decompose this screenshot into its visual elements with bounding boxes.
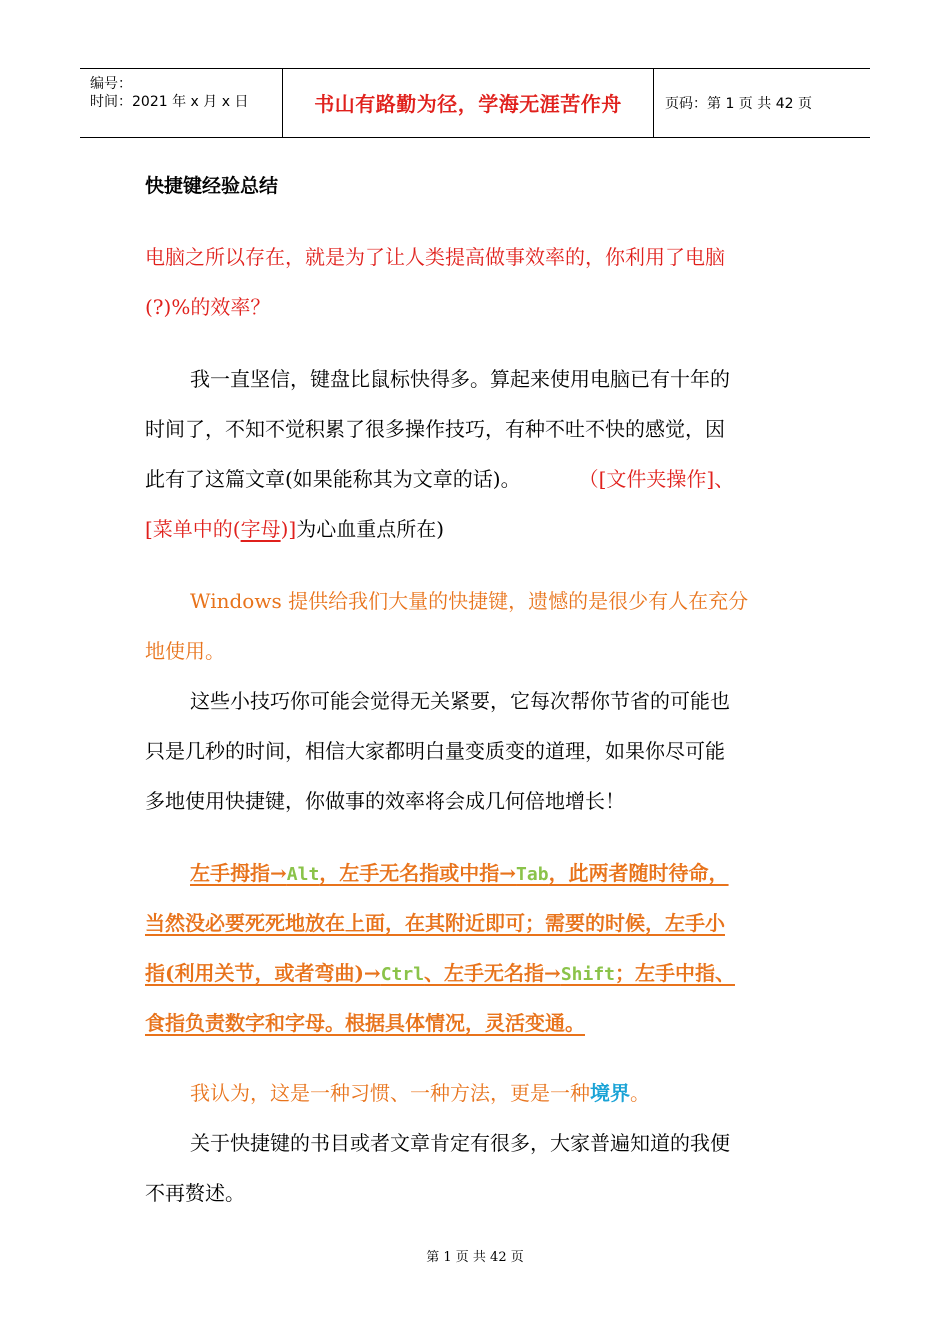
para3-line-3: 多地使用快捷键，你做事的效率将会成几何倍地增长！ — [145, 789, 625, 813]
para3-line-1: 这些小技巧你可能会觉得无关紧要，它每次帮你节省的可能也 — [190, 689, 730, 713]
para4-l1e: ，此两者随时待命， — [548, 861, 729, 885]
para6-line-1: 关于快捷键的书目或者文章肯定有很多，大家普遍知道的我便 — [190, 1131, 730, 1155]
para1-line-4 — [145, 504, 805, 554]
para1-line-1: 我一直坚信，键盘比鼠标快得多。算起来使用电脑已有十年的 — [190, 367, 730, 391]
header-info-cell — [80, 69, 283, 137]
para4-l3e: ；左手中指、 — [615, 961, 735, 985]
header-number-label: 编号： — [90, 76, 132, 92]
page-footer: 第 1 页 共 42 页 — [426, 1250, 524, 1265]
key-shift: Shift — [560, 964, 615, 985]
letter-underlined: 字母 — [240, 517, 281, 541]
menu-letters-text: [菜单中的( — [145, 517, 241, 541]
para5-end: 。 — [630, 1081, 650, 1105]
intro-line-2: (?)%的效率？ — [145, 295, 271, 319]
header-page-label: 页码：第 1 页 共 42 页 — [665, 96, 812, 112]
para1-line-2: 时间了，不知不觉积累了很多操作技巧，有种不吐不快的感觉，因 — [145, 417, 725, 441]
folder-ops-link: （[文件夹操作]、 — [578, 467, 735, 491]
para3-line-2: 只是几秒的时间，相信大家都明白量变质变的道理，如果你尽可能 — [145, 739, 725, 763]
para2-line-2: 地使用。 — [145, 639, 225, 663]
para5-highlight: 境界 — [590, 1081, 630, 1105]
para1-line-3-text: 此有了这篇文章(如果能称其为文章的话)。 — [145, 467, 521, 491]
para6-line-2: 不再赘述。 — [145, 1181, 245, 1205]
para2-line-1: Windows 提供给我们大量的快捷键，遗憾的是很少有人在充分 — [190, 589, 749, 613]
para1-line-3 — [145, 454, 805, 504]
para1-line-4-text: 为心血重点所在) — [296, 517, 445, 541]
para4-line-2: 当然没必要死死地放在上面，在其附近即可；需要的时候，左手小 — [145, 911, 725, 935]
document-title: 快捷键经验总结 — [145, 175, 279, 197]
para4-line-1 — [190, 848, 850, 900]
key-tab: Tab — [516, 864, 549, 885]
page-header — [80, 68, 870, 138]
menu-letters-close: )] — [280, 517, 297, 541]
para4-line-3 — [145, 948, 805, 1000]
para4-l3c: 、左手无名指→ — [424, 961, 561, 985]
para5-line — [190, 1068, 850, 1118]
para4-l1c: ，左手无名指或中指→ — [319, 861, 517, 885]
header-motto: 书山有路勤为径，学海无涯苦作舟 — [283, 69, 654, 137]
intro-line-1: 电脑之所以存在，就是为了让人类提高做事效率的，你利用了电脑 — [145, 245, 725, 269]
para4-line-4: 食指负责数字和字母。根据具体情况，灵活变通。 — [145, 1011, 585, 1035]
key-alt: Alt — [286, 864, 320, 885]
key-ctrl: Ctrl — [380, 964, 425, 985]
header-time-label: 时间：2021 年 x 月 x 日 — [90, 94, 249, 110]
para4-l3a: 指(利用关节，或者弯曲)→ — [145, 961, 381, 985]
para4-l1a: 左手拇指→ — [190, 861, 287, 885]
para5-text: 我认为，这是一种习惯、一种方法，更是一种 — [190, 1081, 590, 1105]
